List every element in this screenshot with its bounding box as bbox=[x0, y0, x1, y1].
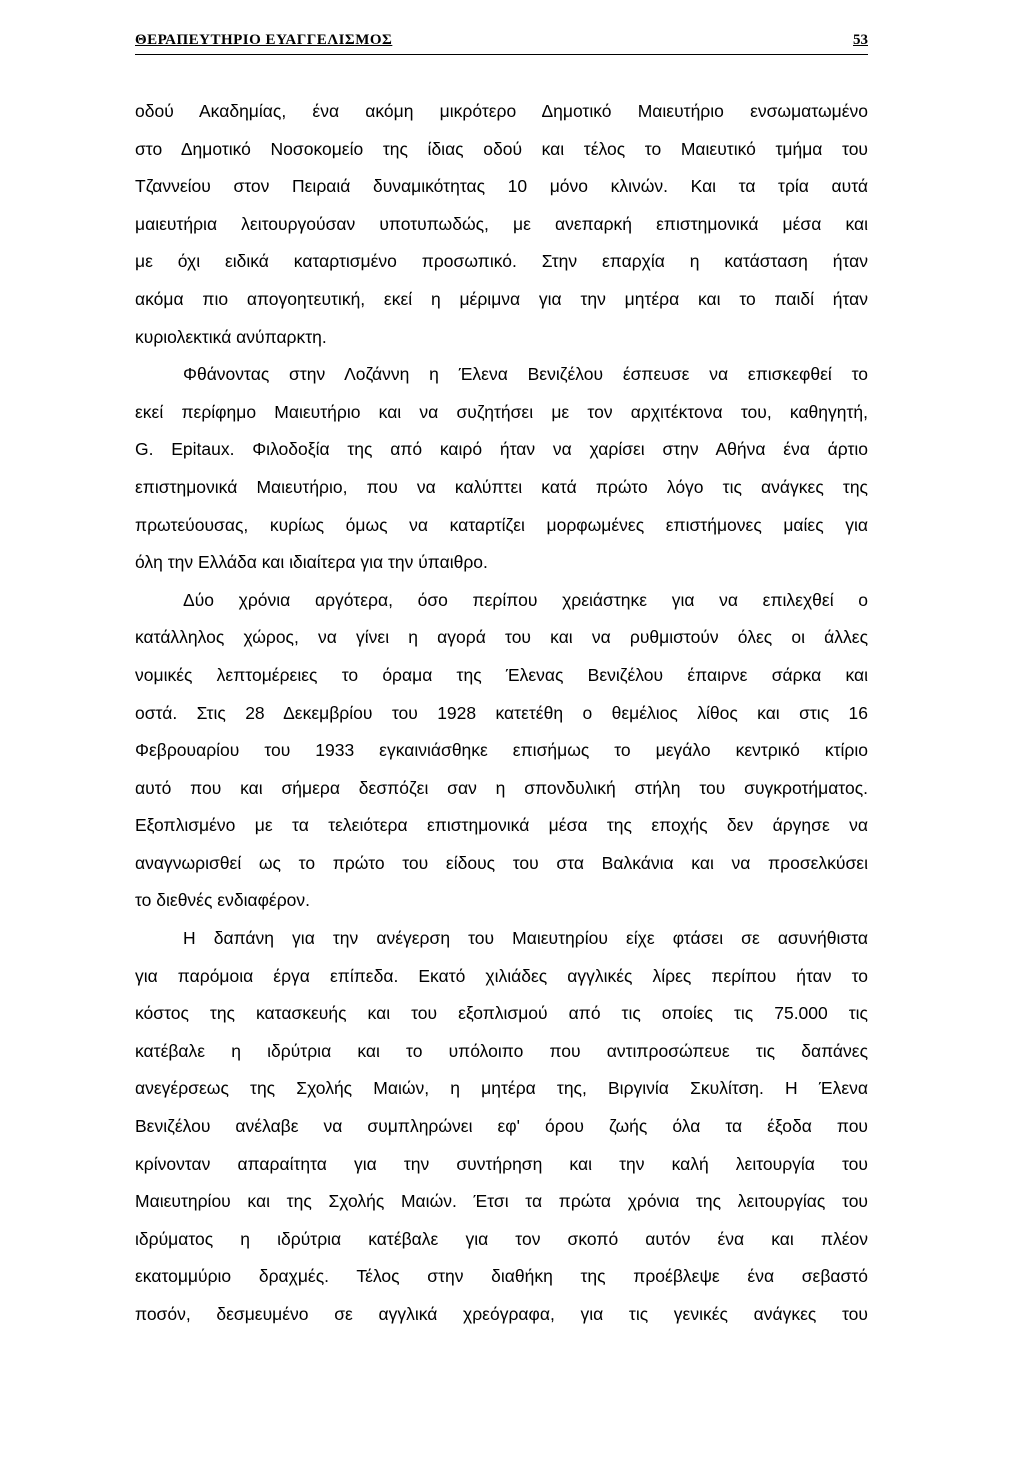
page-number: 53 bbox=[853, 32, 868, 48]
text-line: εκατομμύριο δραχμές. Τέλος στην διαθήκη της προέβλεψε ένα σεβαστό bbox=[135, 1266, 868, 1287]
text-line: Εξοπλισμένο με τα τελειότερα επιστημονικά μέσα της εποχής δεν άργησε να bbox=[135, 815, 868, 836]
body-text bbox=[135, 93, 868, 1334]
text-line: ιδρύματος η ιδρύτρια κατέβαλε για τον σκοπό αυτόν ένα και πλέον bbox=[135, 1228, 868, 1249]
text-line: Η δαπάνη για την ανέγερση του Μαιευτηρίου είχε φτάσει σε ασυνήθιστα bbox=[183, 928, 868, 949]
text-line: στο Δημοτικό Νοσοκομείο της ίδιας οδού και τέλος το Μαιευτικό τμήμα του bbox=[135, 138, 868, 159]
text-line: G. Epitaux. Φιλοδοξία της από καιρό ήταν να χαρίσει στην Αθήνα ένα άρτιο bbox=[135, 439, 868, 460]
text-line: οστά. Στις 28 Δεκεμβρίου του 1928 κατετέθη ο θεμέλιος λίθος και στις 16 bbox=[135, 702, 868, 723]
text-line: ανεγέρσεως της Σχολής Μαιών, η μητέρα της, Βιργινία Σκυλίτση. Η Έλενα bbox=[135, 1078, 868, 1099]
text-line: κατάλληλος χώρος, να γίνει η αγορά του και να ρυθμιστούν όλες οι άλλες bbox=[135, 627, 868, 648]
text-line: κρίνονταν απαραίτητα για την συντήρηση και την καλή λειτουργία του bbox=[135, 1153, 868, 1174]
text-line: αυτό που και σήμερα δεσπόζει σαν η σπονδυλική στήλη του συγκροτήματος. bbox=[135, 777, 868, 798]
text-line: αναγνωρισθεί ως το πρώτο του είδους του στα Βαλκάνια και να προσελκύσει bbox=[135, 852, 868, 873]
text-line: νομικές λεπτομέρειες το όραμα της Έλενας Βενιζέλου έπαιρνε σάρκα και bbox=[135, 664, 868, 685]
text-line: μαιευτήρια λειτουργούσαν υποτυπωδώς, με ανεπαρκή επιστημονικά μέσα και bbox=[135, 213, 868, 234]
text-line: όλη την Ελλάδα και ιδιαίτερα για την ύπαιθρο. bbox=[135, 552, 488, 573]
text-line: εκεί περίφημο Μαιευτήριο και να συζητήσει με τον αρχιτέκτονα του, καθηγητή, bbox=[135, 401, 868, 422]
text-line: κυριολεκτικά ανύπαρκτη. bbox=[135, 326, 327, 347]
text-line: κόστος της κατασκευής και του εξοπλισμού από τις οποίες τις 75.000 τις bbox=[135, 1003, 868, 1024]
text-line: το διεθνές ενδιαφέρον. bbox=[135, 890, 311, 911]
text-line: Δύο χρόνια αργότερα, όσο περίπου χρειάστηκε για να επιλεχθεί ο bbox=[183, 589, 868, 610]
text-line: Μαιευτηρίου και της Σχολής Μαιών. Έτσι τα πρώτα χρόνια της λειτουργίας του bbox=[135, 1191, 868, 1212]
text-line: Βενιζέλου ανέλαβε να συμπληρώνει εφ' όρου ζωής όλα τα έξοδα που bbox=[135, 1116, 868, 1137]
text-line: Φεβρουαρίου του 1933 εγκαινιάσθηκε επισήμως το μεγάλο κεντρικό κτίριο bbox=[135, 740, 868, 761]
header-title: ΘΕΡΑΠΕΥΤΗΡΙΟ ΕΥΑΓΓΕΛΙΣΜΟΣ bbox=[135, 32, 393, 48]
text-line: πρωτεύουσας, κυρίως όμως να καταρτίζει μορφωμένες επιστήμονες μαίες για bbox=[135, 514, 868, 535]
text-line: ακόμα πιο απογοητευτική, εκεί η μέριμνα για την μητέρα και το παιδί ήταν bbox=[135, 288, 868, 309]
text-line: κατέβαλε η ιδρύτρια και το υπόλοιπο που αντιπροσώπευε τις δαπάνες bbox=[135, 1040, 868, 1061]
text-line: επιστημονικά Μαιευτήριο, που να καλύπτει κατά πρώτο λόγο τις ανάγκες της bbox=[135, 476, 868, 497]
text-line: Φθάνοντας στην Λοζάννη η Έλενα Βενιζέλου έσπευσε να επισκεφθεί το bbox=[183, 364, 868, 385]
text-line: Τζαννείου στον Πειραιά δυναμικότητας 10 μόνο κλινών. Και τα τρία αυτά bbox=[135, 176, 868, 197]
text-line: ποσόν, δεσμευμένο σε αγγλικά χρεόγραφα, για τις γενικές ανάγκες του bbox=[135, 1304, 868, 1324]
text-line: οδού Ακαδημίας, ένα ακόμη μικρότερο Δημοτικό Μαιευτήριο ενσωματωμένο bbox=[135, 101, 868, 121]
text-line: με όχι ειδικά καταρτισμένο προσωπικό. Στην επαρχία η κατάσταση ήταν bbox=[135, 251, 868, 272]
text-line: για παρόμοια έργα επίπεδα. Εκατό χιλιάδες αγγλικές λίρες περίπου ήταν το bbox=[135, 965, 868, 986]
running-header bbox=[135, 30, 868, 55]
